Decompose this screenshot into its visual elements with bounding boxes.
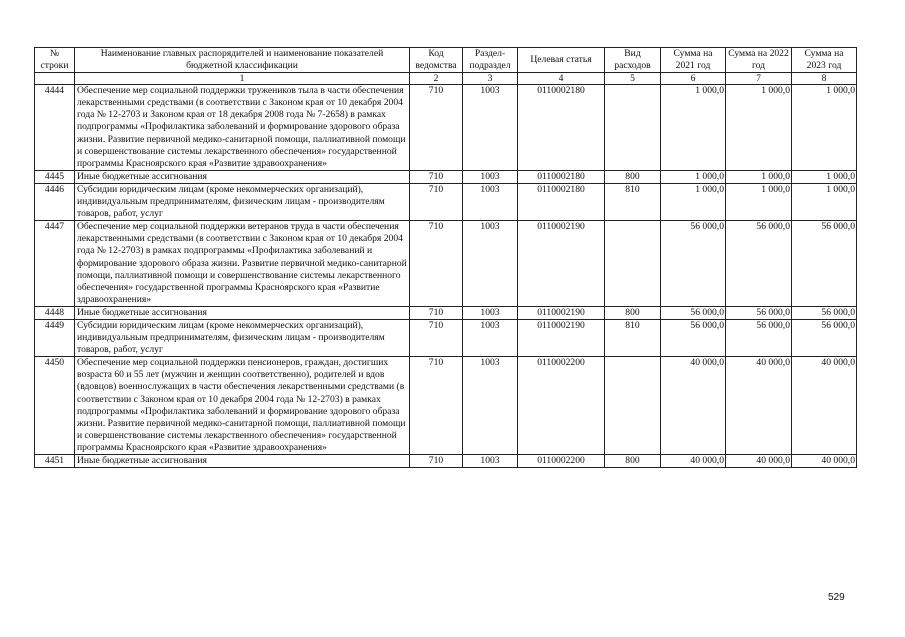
row-sum-2021: 40 000,0 xyxy=(661,357,726,455)
row-dept-code: 710 xyxy=(410,170,463,183)
row-sum-2022: 40 000,0 xyxy=(726,455,792,468)
table-row xyxy=(35,357,857,455)
row-sum-2023: 1 000,0 xyxy=(792,85,857,171)
row-name: Иные бюджетные ассигнования xyxy=(75,455,410,468)
row-sum-2023: 1 000,0 xyxy=(792,183,857,220)
row-expense-type: 800 xyxy=(605,455,661,468)
table-row xyxy=(35,319,857,356)
header-sum-2022: Сумма на 2022 год xyxy=(726,48,792,73)
row-dept-code: 710 xyxy=(410,357,463,455)
header-expense-type: Вид расходов xyxy=(605,48,661,73)
row-expense-type: 810 xyxy=(605,319,661,356)
row-expense-type: 810 xyxy=(605,183,661,220)
header-sum-2023: Сумма на 2023 год xyxy=(792,48,857,73)
table-row xyxy=(35,455,857,468)
row-dept-code: 710 xyxy=(410,183,463,220)
row-sum-2022: 1 000,0 xyxy=(726,85,792,171)
row-dept-code: 710 xyxy=(410,455,463,468)
row-sum-2023: 40 000,0 xyxy=(792,357,857,455)
table-row xyxy=(35,183,857,220)
row-target-article: 0110002190 xyxy=(518,221,605,307)
row-expense-type xyxy=(605,357,661,455)
row-dept-code: 710 xyxy=(410,319,463,356)
page-number: 529 xyxy=(828,592,845,603)
row-section: 1003 xyxy=(463,170,518,183)
row-name: Обеспечение мер социальной поддержки тружеников тыла в части обеспечения лекарственными средствами (в соответствии с Законом края от 10 декабря 2004 года № 12-2703 и Законом края от 18 декабря 2008 года № 7-2658) в рамках подпрограммы «Профилактика заболеваний и формирование здорового образа жизни. Развитие первичной медико-санитарной помощи, паллиативной помощи и совершенствование системы лекарственного обеспечения» государственной программы Красноярского края «Развитие здравоохранения» xyxy=(75,85,410,171)
header-row-number: № строки xyxy=(35,48,75,73)
row-sum-2022: 56 000,0 xyxy=(726,319,792,356)
row-name: Иные бюджетные ассигнования xyxy=(75,306,410,319)
row-expense-type: 800 xyxy=(605,306,661,319)
row-number: 4444 xyxy=(35,85,75,171)
row-sum-2022: 40 000,0 xyxy=(726,357,792,455)
row-dept-code: 710 xyxy=(410,85,463,171)
header-section: Раздел-подраздел xyxy=(463,48,518,73)
row-number: 4449 xyxy=(35,319,75,356)
row-sum-2022: 1 000,0 xyxy=(726,170,792,183)
row-number: 4445 xyxy=(35,170,75,183)
row-number: 4447 xyxy=(35,221,75,307)
row-target-article: 0110002180 xyxy=(518,183,605,220)
row-target-article: 0110002190 xyxy=(518,306,605,319)
header-target-article: Целевая статья xyxy=(518,48,605,73)
header-dept-code: Код ведомства xyxy=(410,48,463,73)
row-sum-2022: 1 000,0 xyxy=(726,183,792,220)
column-number: 7 xyxy=(726,73,792,85)
row-sum-2021: 40 000,0 xyxy=(661,455,726,468)
table-row xyxy=(35,170,857,183)
row-sum-2021: 56 000,0 xyxy=(661,221,726,307)
row-section: 1003 xyxy=(463,306,518,319)
row-sum-2021: 1 000,0 xyxy=(661,170,726,183)
row-section: 1003 xyxy=(463,221,518,307)
row-number: 4450 xyxy=(35,357,75,455)
row-sum-2021: 1 000,0 xyxy=(661,85,726,171)
row-expense-type xyxy=(605,221,661,307)
row-section: 1003 xyxy=(463,319,518,356)
budget-table xyxy=(34,47,857,468)
table-row xyxy=(35,306,857,319)
header-name: Наименование главных распорядителей и наименование показателей бюджетной классификации xyxy=(75,48,410,73)
row-name: Обеспечение мер социальной поддержки ветеранов труда в части обеспечения лекарственными средствами (в соответствии с Законом края от 10 декабря 2004 года № 12-2703) в рамках подпрограммы «Профилактика заболеваний и формирование здорового образа жизни. Развитие первичной медико-санитарной помощи, паллиативной помощи и совершенствование системы лекарственного обеспечения» государственной программы Красноярского края «Развитие здравоохранения» xyxy=(75,221,410,307)
header-sum-2021: Сумма на 2021 год xyxy=(661,48,726,73)
row-section: 1003 xyxy=(463,183,518,220)
column-number-row xyxy=(35,73,857,85)
row-expense-type xyxy=(605,85,661,171)
row-expense-type: 800 xyxy=(605,170,661,183)
row-sum-2022: 56 000,0 xyxy=(726,221,792,307)
table-body xyxy=(35,85,857,468)
row-sum-2023: 56 000,0 xyxy=(792,319,857,356)
row-target-article: 0110002200 xyxy=(518,455,605,468)
table-row xyxy=(35,221,857,307)
column-number xyxy=(35,73,75,85)
row-sum-2022: 56 000,0 xyxy=(726,306,792,319)
column-number: 2 xyxy=(410,73,463,85)
column-number: 4 xyxy=(518,73,605,85)
row-section: 1003 xyxy=(463,455,518,468)
row-number: 4448 xyxy=(35,306,75,319)
header-row xyxy=(35,48,857,73)
row-target-article: 0110002200 xyxy=(518,357,605,455)
column-number: 5 xyxy=(605,73,661,85)
column-number: 3 xyxy=(463,73,518,85)
row-sum-2021: 56 000,0 xyxy=(661,319,726,356)
row-name: Субсидии юридическим лицам (кроме некоммерческих организаций), индивидуальным предпринимателям, физическим лицам - производителям товаров, работ, услуг xyxy=(75,319,410,356)
row-number: 4451 xyxy=(35,455,75,468)
row-dept-code: 710 xyxy=(410,306,463,319)
row-sum-2021: 56 000,0 xyxy=(661,306,726,319)
row-target-article: 0110002190 xyxy=(518,319,605,356)
row-sum-2021: 1 000,0 xyxy=(661,183,726,220)
row-name: Субсидии юридическим лицам (кроме некоммерческих организаций), индивидуальным предпринимателям, физическим лицам - производителям товаров, работ, услуг xyxy=(75,183,410,220)
row-name: Обеспечение мер социальной поддержки пенсионеров, граждан, достигших возраста 60 и 55 лет (мужчин и женщин соответственно), родителей и вдов (вдовцов) военнослужащих в части обеспечения лекарственными средствами (в соответствии с Законом края от 10 декабря 2004 года № 12-2703) в рамках подпрограммы «Профилактика заболеваний и формирование здорового образа жизни. Развитие первичной медико-санитарной помощи, паллиативной помощи и совершенствование системы лекарственного обеспечения» государственной программы Красноярского края «Развитие здравоохранения» xyxy=(75,357,410,455)
row-number: 4446 xyxy=(35,183,75,220)
row-sum-2023: 56 000,0 xyxy=(792,306,857,319)
row-sum-2023: 56 000,0 xyxy=(792,221,857,307)
row-target-article: 0110002180 xyxy=(518,85,605,171)
column-number: 6 xyxy=(661,73,726,85)
row-name: Иные бюджетные ассигнования xyxy=(75,170,410,183)
row-target-article: 0110002180 xyxy=(518,170,605,183)
column-number: 1 xyxy=(75,73,410,85)
table-row xyxy=(35,85,857,171)
row-section: 1003 xyxy=(463,357,518,455)
row-dept-code: 710 xyxy=(410,221,463,307)
row-sum-2023: 40 000,0 xyxy=(792,455,857,468)
column-number: 8 xyxy=(792,73,857,85)
row-sum-2023: 1 000,0 xyxy=(792,170,857,183)
row-section: 1003 xyxy=(463,85,518,171)
